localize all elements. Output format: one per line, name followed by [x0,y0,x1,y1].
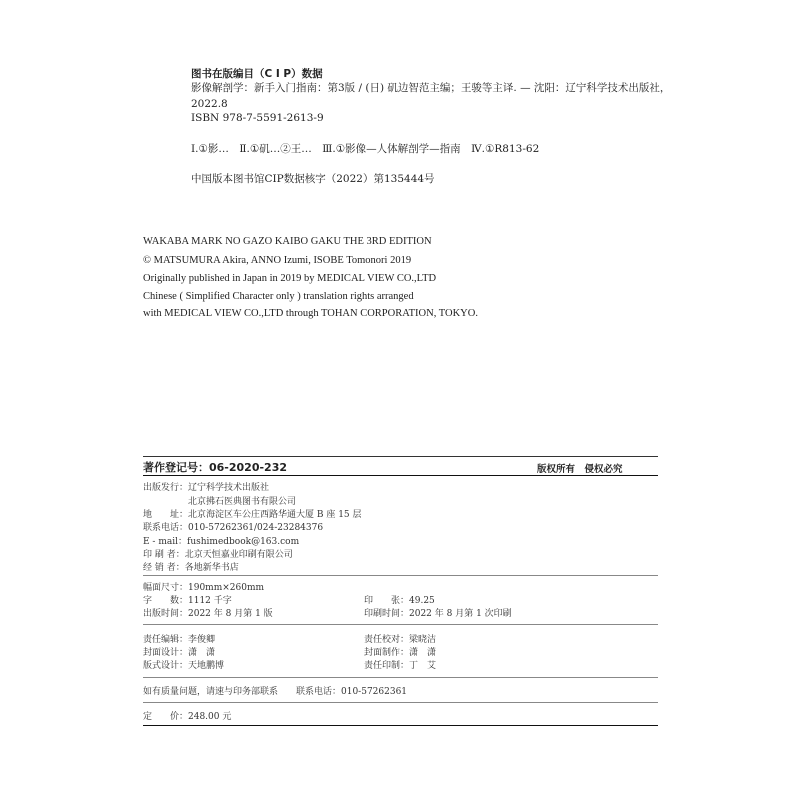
cip-classification: Ⅰ.①影… Ⅱ.①矶…②王… Ⅲ.①影像—人体解剖学—指南 Ⅳ.①R813-62 [191,143,540,155]
register-rule [143,475,658,476]
copyright-line-5: with MEDICAL VIEW CO.,LTD through TOHAN CORPORATION, TOKYO. [143,308,478,319]
publisher-row: 经 销 者：各地新华书店 [143,563,239,573]
register-number: 著作登记号：06-2020-232 [143,461,288,474]
section-rule [143,624,658,625]
cip-number: 中国版本图书馆CIP数据核字（2022）第135444号 [191,173,435,185]
staff-left: 版式设计：天地鹏博 [143,661,225,671]
publisher-row: 印 刷 者：北京天恒嘉业印刷有限公司 [143,550,293,560]
cip-line-1: 影像解剖学：新手入门指南：第3版 / (日) 矶边智范主编；王骏等主译. — 沈阳：辽宁科学技术出版社， [191,82,671,94]
spec-sheets: 印 张：49.25 [364,596,435,606]
spec-print-time: 印刷时间：2022 年 8 月第 1 次印刷 [364,609,512,619]
section-rule [143,677,658,678]
publisher-row: 北京拂石医典图书有限公司 [143,497,297,507]
section-rule [143,575,658,576]
staff-left: 责任编辑：李俊卿 [143,635,216,645]
copyright-line-2: © MATSUMURA Akira, ANNO Izumi, ISOBE Tomonori 2019 [143,255,412,266]
cip-isbn: ISBN 978-7-5591-2613-9 [191,112,324,124]
copyright-line-3: Originally published in Japan in 2019 by MEDICAL VIEW CO.,LTD [143,273,437,284]
staff-right: 封面制作：潇 潇 [364,648,437,658]
spec-words: 字 数：1112 千字 [143,596,232,606]
quality-notice: 如有质量问题，请速与印务部联系 联系电话：010-57262361 [143,687,408,697]
spec-size: 幅面尺寸：190mm×260mm [143,583,265,593]
top-rule [143,456,658,457]
spec-pub-time: 出版时间：2022 年 8 月第 1 版 [143,609,273,619]
staff-left: 封面设计：潇 潇 [143,648,216,658]
staff-right: 责任校对：梁晓洁 [364,635,437,645]
publisher-row: 出版发行：辽宁科学技术出版社 [143,483,270,493]
publisher-row: 地 址：北京海淀区车公庄西路华通大厦 B 座 15 层 [143,510,362,520]
copyright-line-4: Chinese ( Simplified Character only ) translation rights arranged [143,291,414,302]
staff-right: 责任印制：丁 艾 [364,661,437,671]
rights-notice: 版权所有 侵权必究 [537,464,623,475]
cip-line-2: 2022.8 [191,98,228,110]
copyright-line-1: WAKABA MARK NO GAZO KAIBO GAKU THE 3RD EDITION [143,236,432,247]
publisher-row: 联系电话：010-57262361/024-23284376 [143,523,324,533]
section-rule [143,702,658,703]
cip-heading: 图书在版编目（C I P）数据 [191,68,323,80]
publisher-row: E - mail：fushimedbook@163.com [143,537,300,547]
price: 定 价：248.00 元 [143,712,232,722]
bottom-rule [143,725,658,726]
